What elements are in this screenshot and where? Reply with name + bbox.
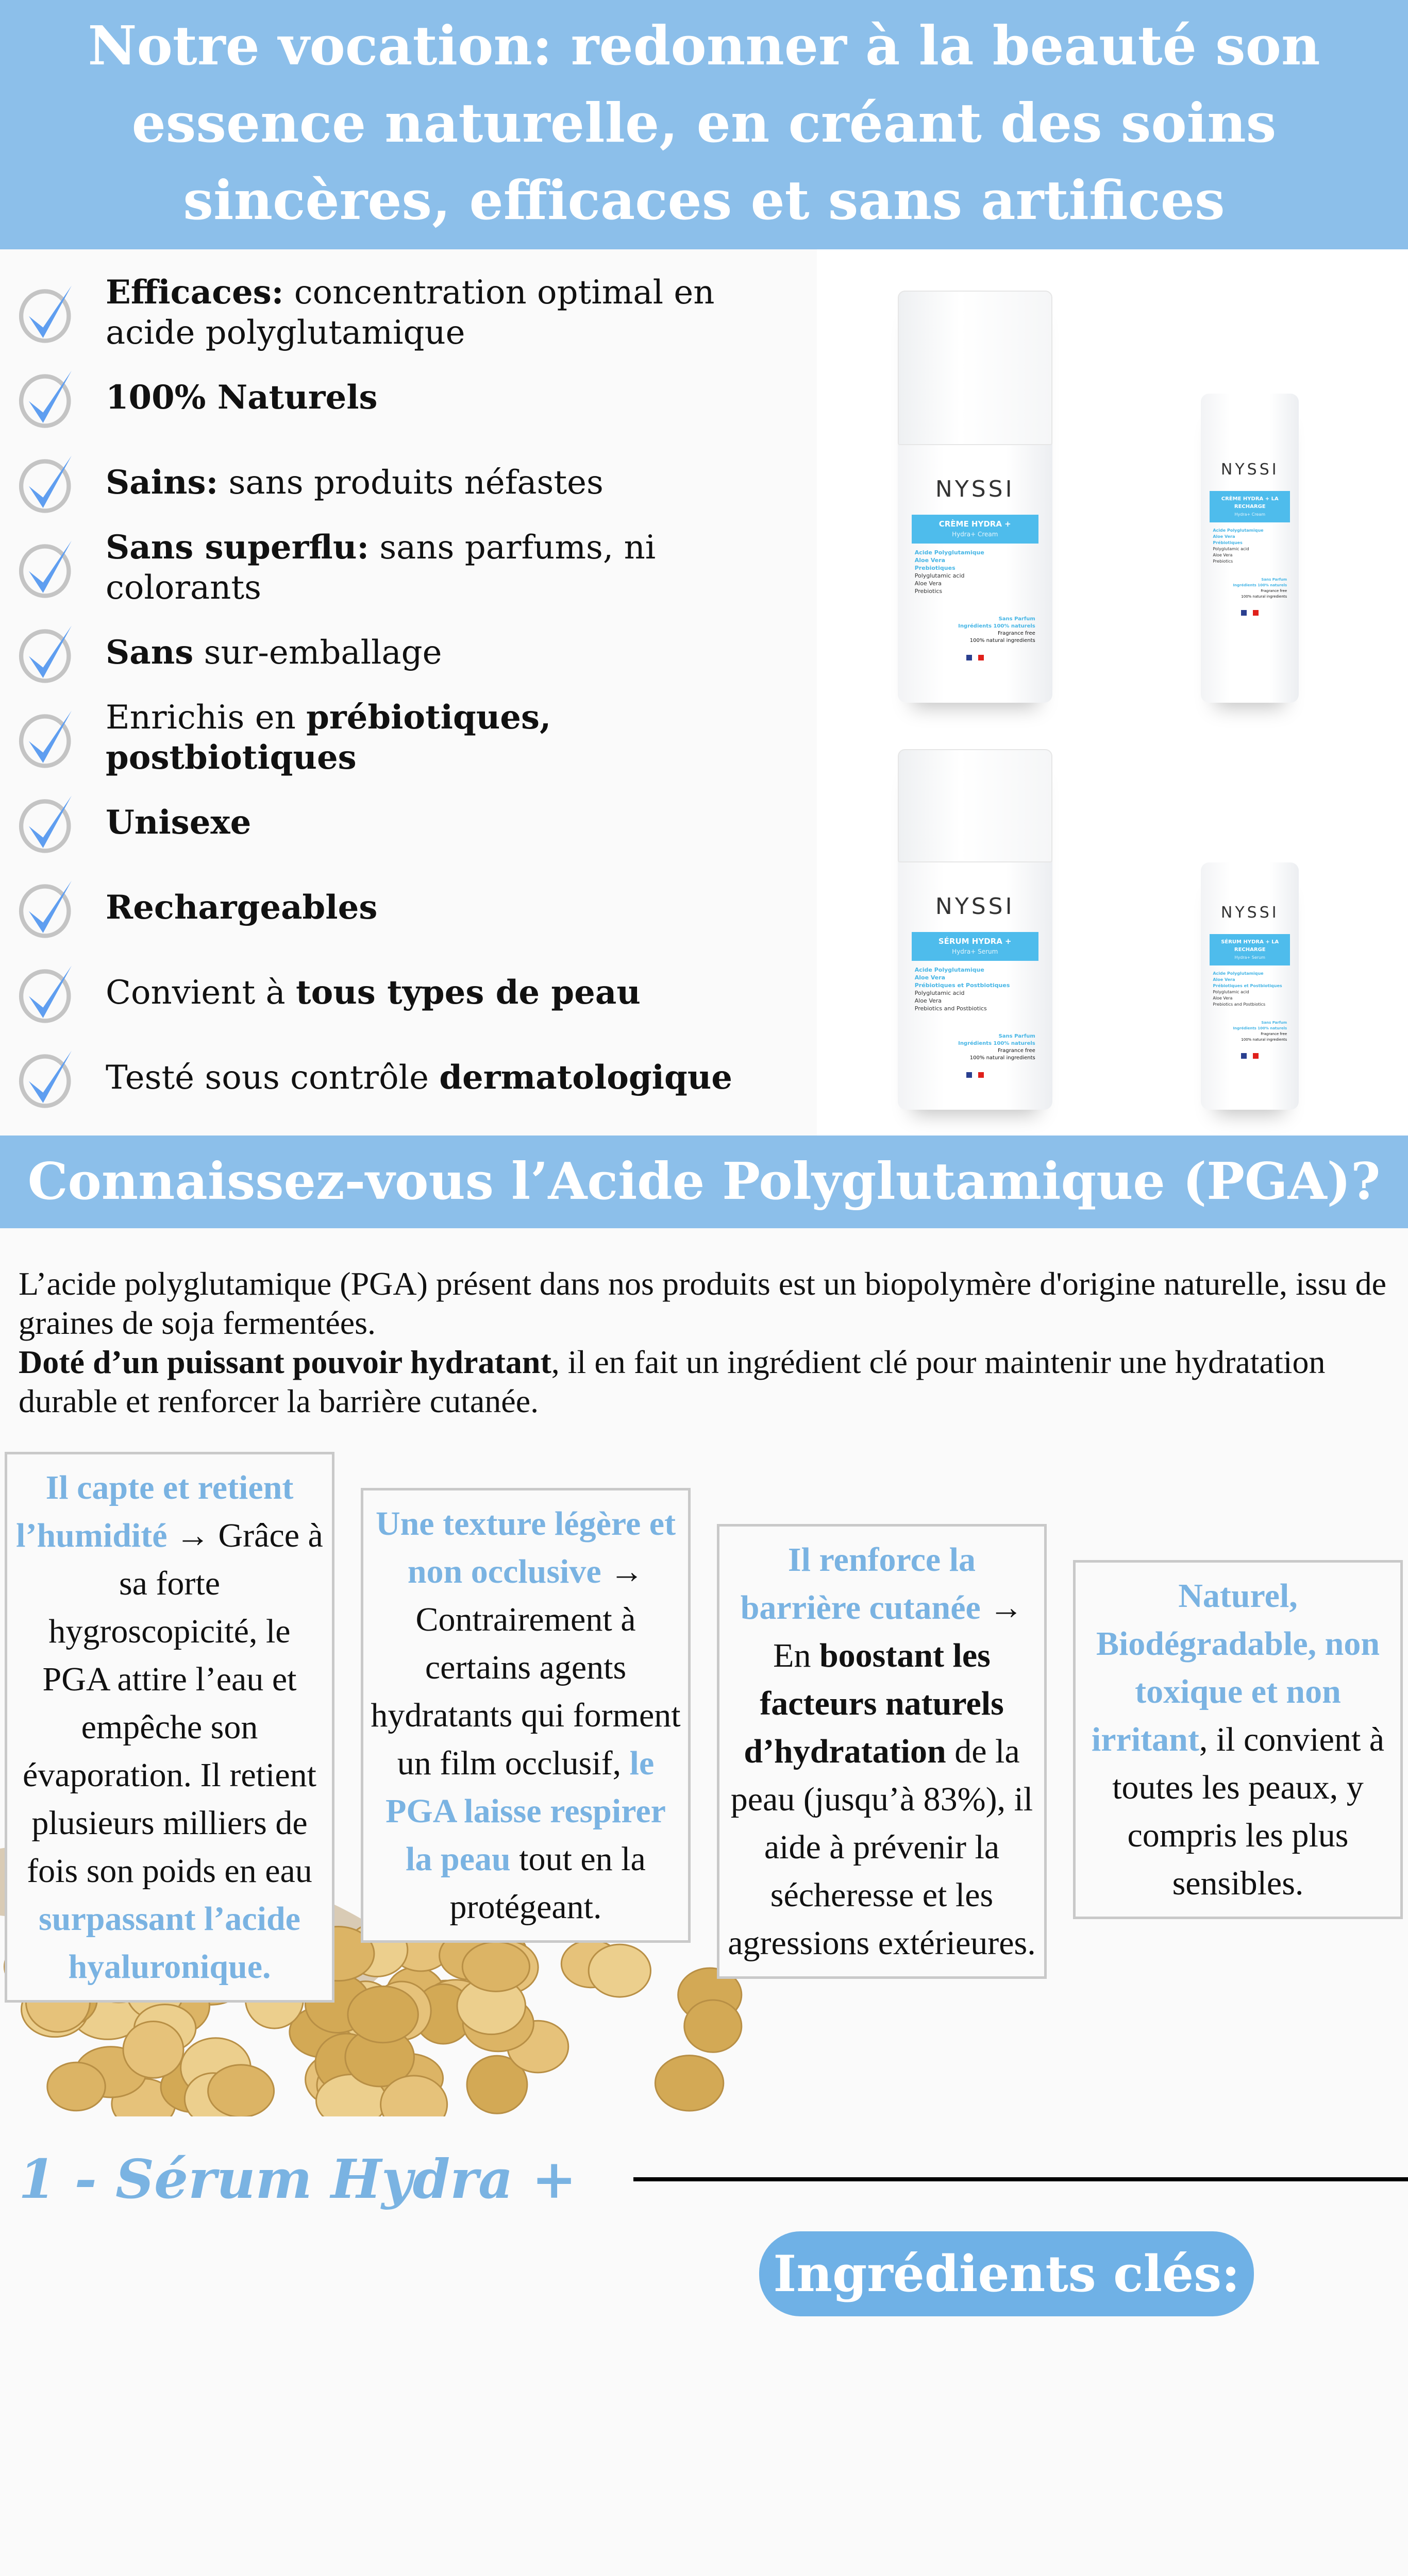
ingredient-en: Aloe Vera (914, 997, 942, 1004)
soybean (684, 2000, 742, 2052)
bottle-pump-cap (898, 749, 1052, 862)
product-name: SÉRUM HYDRA + (938, 937, 1012, 946)
ingredient-fr: Prébiotiques (1213, 540, 1243, 545)
claim-en: 100% natural ingredients (969, 638, 1035, 643)
claim-en: Fragrance free (1261, 1032, 1287, 1036)
serum-header (0, 2147, 1408, 2211)
feature-bold: Unisexe (106, 803, 252, 842)
ingredient-fr: Acide Polyglutamique (1213, 528, 1264, 533)
brand-logo: NYSSI (935, 893, 1015, 920)
box-text: → Grâce à sa forte hygroscopicité, le PGA attire l’eau et empêche son évaporation. Il retient plusieurs milliers de fois son poids en eau (23, 1517, 323, 1890)
ingredient-en: Polyglutamic acid (1213, 990, 1249, 994)
claim-fr: Ingrédients 100% naturels (958, 1041, 1035, 1046)
soybean (348, 1986, 418, 2042)
claim-fr: Sans Parfum (998, 616, 1035, 622)
feature-item (15, 440, 817, 525)
soybean (589, 1944, 650, 1997)
ingredient-fr: Aloe Vera (1213, 977, 1235, 982)
feature-pre: Enrichis en (106, 698, 307, 737)
ingredient-en: Prebiotics and Postbiotics (1213, 1002, 1266, 1007)
claim-en: Fragrance free (1261, 589, 1287, 593)
feature-text (106, 273, 786, 353)
pga-title: Connaissez-vous l’Acide Polyglutamique (PGA)? (27, 1152, 1381, 1211)
soybean (123, 2022, 183, 2078)
feature-text (106, 973, 786, 1013)
checkmark-icon (15, 877, 77, 939)
feature-text (106, 803, 786, 843)
serum-section-title: 1 - Sérum Hydra + (19, 2147, 577, 2211)
box-highlight: Naturel, Biodégradable, non toxique et non irritant (1091, 1577, 1380, 1758)
french-flag-icon (912, 1072, 1038, 1078)
feature-item (15, 610, 817, 695)
feature-desc: sans parfums, ni colorants (106, 528, 656, 607)
claim-fr: Ingrédients 100% naturels (1233, 583, 1287, 587)
feature-text (106, 463, 786, 503)
brand-logo: NYSSI (935, 476, 1015, 502)
checkmark-icon (15, 622, 77, 684)
claim-en: 100% natural ingredients (969, 1055, 1035, 1061)
soybean (208, 2065, 274, 2116)
ingredients (912, 549, 1038, 595)
label-footer (912, 1033, 1038, 1062)
feature-bold: Sans superflu: (106, 528, 369, 567)
serum-section (0, 2116, 1408, 2342)
feature-pre: Convient à (106, 973, 296, 1012)
soybean (47, 2062, 105, 2111)
product-name-strip (1210, 934, 1290, 965)
ingredient-en: Polyglutamic acid (1213, 547, 1249, 551)
checkmark-icon (15, 452, 77, 514)
box-bold: boostant les facteurs naturels d’hydratation (744, 1637, 1004, 1770)
hero-title: Notre vocation: redonner à la beauté son essence naturelle, en créant des soins sincères, efficaces et sans artifices (88, 14, 1320, 232)
checkmark-icon (15, 962, 77, 1024)
ingredients (1210, 971, 1290, 1008)
box-highlight: Il capte et retient l’humidité (16, 1469, 294, 1554)
ingredient-en: Prebiotics and Postbiotics (914, 1005, 987, 1012)
box-highlight: surpassant l’acide hyaluronique. (39, 1900, 300, 1986)
label-footer (1210, 1020, 1290, 1043)
product-bottle (1201, 394, 1299, 703)
brand-logo: NYSSI (1220, 461, 1279, 479)
ingredient-en: Aloe Vera (914, 580, 942, 587)
claim-en: Fragrance free (998, 1048, 1035, 1054)
claim-fr: Ingrédients 100% naturels (1233, 1026, 1287, 1030)
claim-fr: Sans Parfum (1261, 1021, 1287, 1025)
box-highlight: le PGA laisse respirer la peau (385, 1744, 666, 1878)
ingredient-fr: Acide Polyglutamique (914, 967, 984, 973)
product-sub: Hydra+ Cream (952, 531, 998, 538)
feature-item (15, 780, 817, 865)
product-sub: Hydra+ Serum (952, 948, 998, 955)
french-flag-icon (1210, 1053, 1290, 1059)
feature-item (15, 525, 817, 610)
feature-item (15, 1035, 817, 1120)
label-footer (912, 616, 1038, 645)
product-name-strip (912, 515, 1038, 544)
claim-en: 100% natural ingredients (1241, 1038, 1287, 1042)
french-flag-icon (1210, 610, 1290, 616)
ingredient-en: Polyglutamic acid (914, 572, 965, 579)
product-images (817, 249, 1408, 1136)
label-footer (1210, 577, 1290, 600)
pga-intro-p2: , il en fait un ingrédient clé pour maintenir une hydratation durable et renforcer la barrière cutanée. (19, 1344, 1326, 1419)
feature-bold: dermatologique (439, 1058, 732, 1097)
pga-benefits (0, 1452, 1408, 2116)
feature-bold: Rechargeables (106, 888, 378, 927)
product-name: CRÈME HYDRA + (938, 519, 1011, 529)
benefit-box-barrier (717, 1524, 1047, 1979)
ingredient-fr: Prebiotiques (914, 565, 956, 571)
bottle-pump-cap (898, 291, 1052, 445)
benefit-box-natural (1073, 1560, 1403, 1919)
pga-intro (0, 1228, 1408, 1452)
feature-item (15, 355, 817, 440)
checkmark-icon (15, 282, 77, 344)
divider-line (633, 2177, 1408, 2181)
feature-bold: Sans (106, 633, 194, 672)
ingredient-fr: Acide Polyglutamique (1213, 971, 1264, 976)
checkmark-icon (15, 1047, 77, 1109)
benefit-box-texture (361, 1488, 691, 1943)
ingredient-fr: Prébiotiques et Postbiotiques (1213, 984, 1282, 988)
soybean (655, 2056, 723, 2111)
ingredient-fr: Aloe Vera (914, 557, 946, 564)
checkmark-icon (15, 367, 77, 429)
feature-item (15, 865, 817, 950)
ingredient-en: Aloe Vera (1213, 996, 1233, 1001)
feature-text (106, 633, 786, 673)
feature-bold: tous types de peau (296, 973, 641, 1012)
feature-text (106, 698, 786, 778)
ingredient-fr: Aloe Vera (1213, 534, 1235, 539)
pga-intro-bold: Doté d’un puissant pouvoir hydratant (19, 1344, 551, 1380)
feature-text (106, 1058, 786, 1098)
feature-bold: Efficaces: (106, 273, 284, 312)
feature-bold: 100% Naturels (106, 378, 378, 417)
product-name-strip (1210, 491, 1290, 522)
box-text: → En (773, 1589, 1024, 1674)
soybean (462, 1942, 529, 1991)
features-and-products (0, 249, 1408, 1136)
feature-item (15, 270, 817, 355)
checkmark-icon (15, 537, 77, 599)
feature-desc: sans produits néfastes (218, 463, 604, 502)
feature-text (106, 888, 786, 928)
feature-bold: Sains: (106, 463, 219, 502)
box-highlight: Il renforce la barrière cutanée (740, 1541, 981, 1626)
ingredient-en: Polyglutamic acid (914, 990, 965, 996)
checkmark-icon (15, 707, 77, 769)
claim-en: 100% natural ingredients (1241, 595, 1287, 599)
feature-pre: Testé sous contrôle (106, 1058, 440, 1097)
ingredient-en: Prebiotics (1213, 559, 1233, 564)
ingredient-fr: Acide Polyglutamique (914, 549, 984, 556)
product-name: SÉRUM HYDRA + LA RECHARGE (1221, 939, 1279, 953)
brand-logo: NYSSI (1220, 904, 1279, 922)
box-highlight: Une texture légère et non occlusive (375, 1505, 676, 1590)
feature-text (106, 378, 786, 418)
claim-fr: Ingrédients 100% naturels (958, 623, 1035, 629)
ingredients (1210, 528, 1290, 565)
feature-bold: prébiotiques, postbiotiques (106, 698, 551, 777)
benefit-box-humidity (5, 1452, 334, 2003)
product-bottle (898, 291, 1052, 703)
feature-item (15, 695, 817, 780)
ingredient-en: Aloe Vera (1213, 553, 1233, 557)
product-name: CRÈME HYDRA + LA RECHARGE (1221, 496, 1279, 510)
box-text: , il convient à toutes les peaux, y compris les plus sensibles. (1112, 1721, 1385, 1902)
ingredient-fr: Aloe Vera (914, 974, 946, 981)
box-text: de la peau (jusqu’à 83%), il aide à prévenir la sécheresse et les agressions extérieures. (728, 1733, 1036, 1962)
claim-en: Fragrance free (998, 631, 1035, 636)
feature-desc: sur-emballage (193, 633, 442, 672)
checkmark-icon (15, 792, 77, 854)
claim-fr: Sans Parfum (998, 1033, 1035, 1039)
french-flag-icon (912, 655, 1038, 660)
claim-fr: Sans Parfum (1261, 578, 1287, 582)
pga-intro-p1: L’acide polyglutamique (PGA) présent dans nos produits est un biopolymère d'origine naturelle, issu de graines de soja fermentées. (19, 1265, 1386, 1341)
ingredient-fr: Prébiotiques et Postbiotiques (914, 982, 1010, 989)
feature-text (106, 528, 786, 608)
ingredient-en: Prebiotics (914, 588, 943, 595)
feature-desc: concentration optimal en acide polyglutamique (106, 273, 715, 352)
feature-item (15, 950, 817, 1035)
box-text: → Contrairement à certains agents hydratants qui forment un film occlusif, (371, 1553, 681, 1782)
pga-section-banner (0, 1136, 1408, 1228)
hero-banner (0, 0, 1408, 249)
feature-list (0, 249, 817, 1136)
product-name-strip (912, 932, 1038, 961)
product-sub: Hydra+ Cream (1234, 512, 1266, 517)
product-sub: Hydra+ Serum (1234, 955, 1265, 960)
product-bottle (898, 749, 1052, 1110)
box-text: tout en la protégeant. (449, 1840, 646, 1926)
ingredients (912, 966, 1038, 1012)
key-ingredients-pill: Ingrédients clés: (759, 2231, 1254, 2316)
product-bottle (1201, 862, 1299, 1110)
